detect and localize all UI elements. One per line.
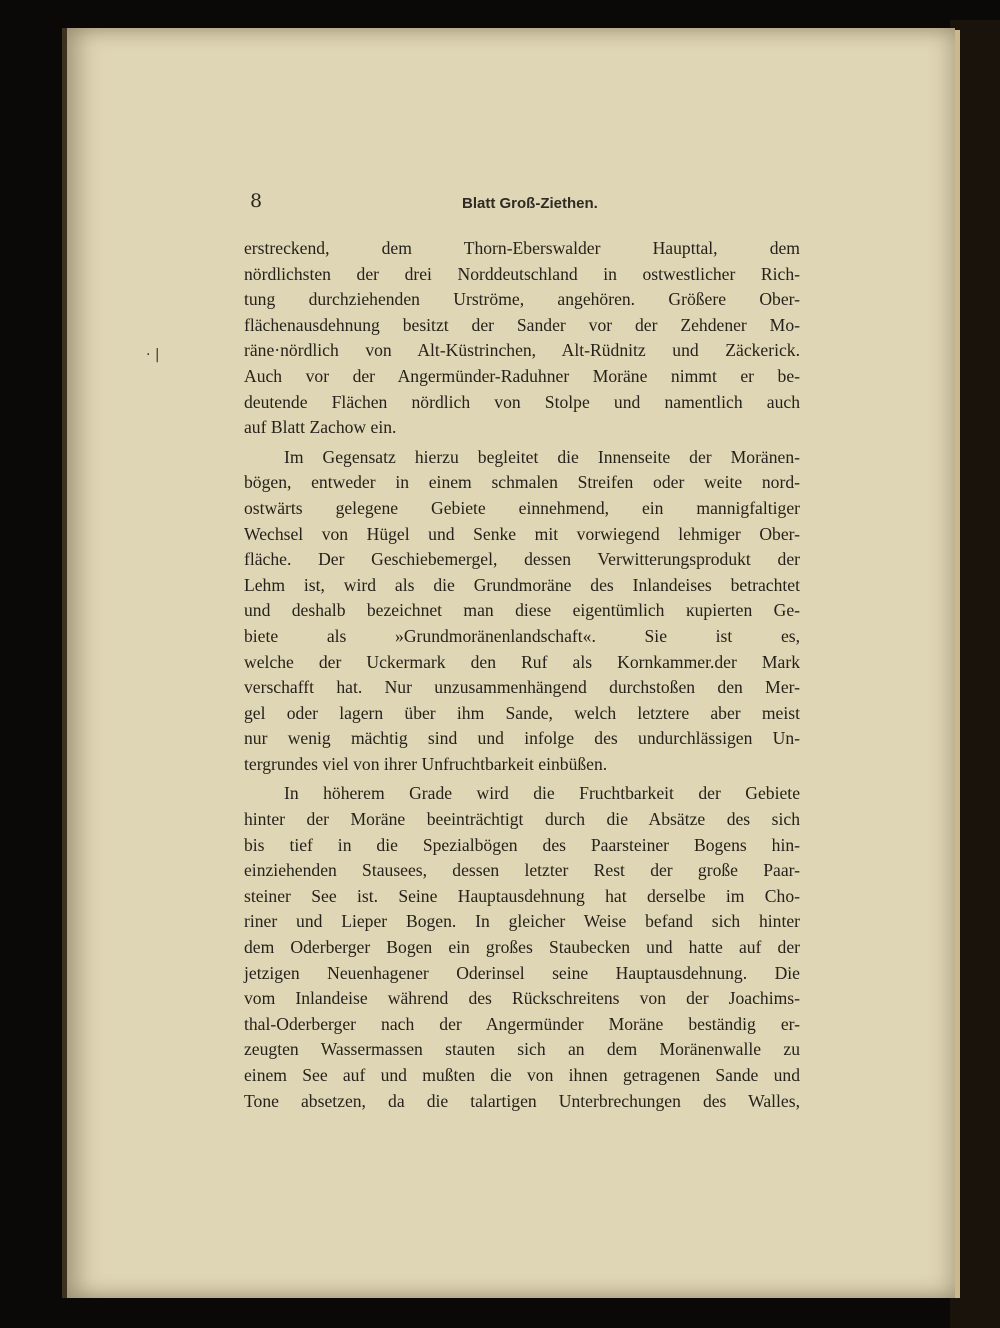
- text-line: einem See auf und mußten die von ihnen getragenen Sande und: [244, 1065, 800, 1085]
- text-line: welche der Uckermark den Ruf als Kornkammer.der Mark: [244, 651, 800, 672]
- text-line: bögen, entweder in einem schmalen Streifen oder weite nord-: [244, 472, 800, 493]
- text-line: tung durchziehenden Urströme, angehören. Größere Ober-: [244, 289, 800, 310]
- text-line: einziehenden Stausees, dessen letzter Rest der große Paar-: [244, 860, 800, 881]
- text-line: riner und Lieper Bogen. In gleicher Weise befand sich hinter: [244, 911, 800, 932]
- body-text: [244, 236, 800, 1114]
- text-line: nur wenig mächtig sind und infolge des undurchlässigen Un-: [244, 728, 800, 749]
- text-line: In höherem Grade wird die Fruchtbarkeit der Gebiete: [284, 783, 800, 804]
- page-number: 8: [250, 190, 263, 212]
- text-line: gel oder lagern über ihm Sande, welch letztere aber meist: [244, 702, 800, 723]
- text-line: Wechsel von Hügel und Senke mit vorwiegend lehmiger Ober-: [244, 523, 800, 544]
- text-line: hinter der Moräne beeinträchtigt durch die Absätze des sich: [244, 809, 800, 830]
- text-line: ostwärts gelegene Gebiete einnehmend, ein mannigfaltiger: [244, 497, 800, 518]
- text-line: räne·nördlich von Alt-Küstrinchen, Alt-Rüdnitz und Zäckerick.: [244, 340, 800, 361]
- text-line: vom Inlandeise während des Rückschreitens von der Joachims-: [244, 988, 800, 1009]
- text-line: Lehm ist, wird als die Grundmoräne des Inlandeises betrachtet: [244, 574, 800, 595]
- text-line: flächenausdehnung besitzt der Sander vor der Zehdener Mo-: [244, 314, 800, 335]
- text-line: fläche. Der Geschiebemergel, dessen Verwitterungsprodukt der: [244, 549, 800, 570]
- text-line: bis tief in die Spezialbögen des Paarsteiner Bogens hin-: [244, 834, 800, 855]
- text-line: steiner See ist. Seine Hauptausdehnung hat derselbe im Cho-: [244, 885, 800, 906]
- text-line: thal-Oderberger nach der Angermünder Moräne beständig er-: [244, 1013, 800, 1034]
- text-line: biete als »Grundmoränenlandschaft«. Sie ist es,: [244, 625, 800, 646]
- text-line: Auch vor der Angermünder-Raduhner Moräne nimmt er be-: [244, 365, 800, 386]
- text-line: verschafft hat. Nur unzusammenhängend durchstoßen den Mer-: [244, 677, 800, 698]
- text-line: Im Gegensatz hierzu begleitet die Innenseite der Moränen-: [284, 446, 800, 467]
- text-line: auf Blatt Zachow ein.: [244, 417, 397, 438]
- text-line: erstreckend, dem Thorn-Eberswalder Haupttal, dem: [244, 238, 800, 258]
- text-line: und deshalb bezeichnet man diese eigentümlich ĸupierten Ge-: [244, 600, 800, 621]
- running-header: Blatt Groß-Ziethen.: [462, 195, 598, 212]
- paragraph-1: [244, 236, 800, 441]
- text-line: nördlichsten der drei Norddeutschland in ostwestlicher Rich-: [244, 263, 800, 284]
- text-line: jetzigen Neuenhagener Oderinsel seine Hauptausdehnung. Die: [244, 962, 800, 983]
- text-line: tergrundes viel von ihrer Unfruchtbarkeit einbüßen.: [244, 753, 608, 774]
- text-line: dem Oderberger Bogen ein großes Staubecken und hatte auf der: [244, 937, 800, 958]
- paragraph-3: [244, 781, 800, 1114]
- text-line: deutende Flächen nördlich von Stolpe und namentlich auch: [244, 391, 800, 412]
- paragraph-2: [244, 445, 800, 778]
- margin-mark: · |: [146, 347, 160, 363]
- text-line: Tone absetzen, da die talartigen Unterbrechungen des Walles,: [244, 1090, 800, 1111]
- text-line: zeugten Wassermassen stauten sich an dem Moränenwalle zu: [244, 1039, 800, 1060]
